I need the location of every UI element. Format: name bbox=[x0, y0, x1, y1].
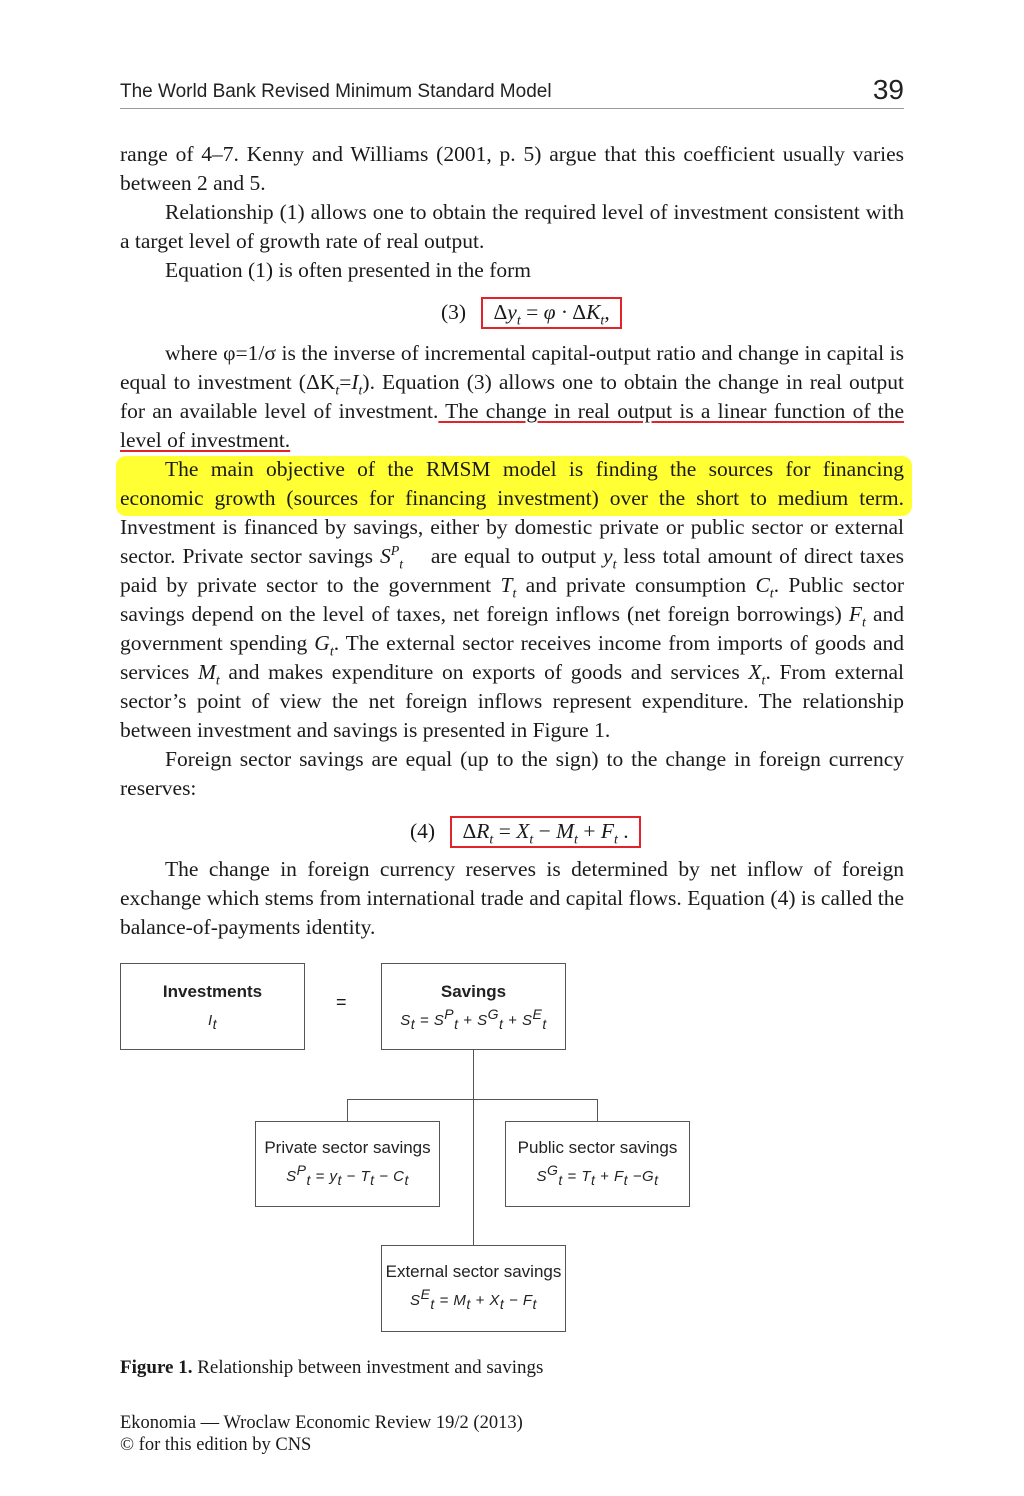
highlighted-sentence: The main objective of the RMSM model is finding the sources for financing economic growth (sources for financing investment) over the short to medium term. bbox=[120, 457, 904, 510]
footer-copyright: © for this edition by CNS bbox=[120, 1435, 312, 1455]
external-sector-formula: $S^E_t = M_t + X_t - F_t$ bbox=[410, 1286, 537, 1312]
public-sector-formula: $S^G_t = T_t + F_t -G_t$ bbox=[536, 1162, 659, 1188]
running-header bbox=[120, 72, 904, 109]
paragraph-2: Relationship (1) allows one to obtain the required level of investment consistent with a target level of growth rate of real output. bbox=[120, 200, 904, 253]
running-title: The World Bank Revised Minimum Standard Model bbox=[120, 81, 552, 102]
connector-right-drop bbox=[597, 1099, 598, 1121]
figure-caption bbox=[120, 1357, 543, 1379]
text-block-where bbox=[120, 339, 904, 455]
equation-4-number: (4) bbox=[410, 819, 436, 843]
investments-formula: $I_t$ bbox=[207, 1012, 218, 1032]
paragraph-5: The main objective of the RMSM model is finding the sources for financing economic growth (sources for financing investment) over the short to medium term. Investment is financed by savings, either by domestic private or public sector or external sector. Private sector savings $S^P_t$ are equal to output $y_t$ less total amount of direct taxes paid by private sector to the government $T_t$ and private consumption $C_t$. Public sector savings depend on the level of taxes, net foreign inflows (net foreign borrowings) $F_t$ and government spending $G_t$. The external sector receives income from imports of goods and services $M_t$ and makes expenditure on exports of goods and services $X_t$. From external sector’s point of view the net foreign inflows represent expenditure. The relationship between investment and savings is presented in Figure 1. bbox=[120, 457, 905, 742]
paragraph-6: Foreign sector savings are equal (up to the sign) to the change in foreign currency reserves: bbox=[120, 747, 904, 800]
figure-caption-text: Relationship between investment and savings bbox=[192, 1357, 544, 1378]
text-block-bottom bbox=[120, 855, 904, 942]
private-sector-formula: $S^P_t = y_t - T_t - C_t$ bbox=[286, 1162, 409, 1188]
connector-horizontal bbox=[347, 1099, 598, 1100]
public-sector-title: Public sector savings bbox=[517, 1138, 678, 1157]
underlined-sentence: The change in real output is a linear function of the level of investment. bbox=[120, 399, 904, 452]
text-block-top bbox=[120, 140, 904, 285]
equation-3 bbox=[441, 297, 622, 329]
equals-sign: = bbox=[336, 992, 347, 1012]
public-sector-box bbox=[505, 1121, 690, 1207]
private-sector-box bbox=[255, 1121, 440, 1207]
connector-vertical bbox=[473, 1050, 474, 1246]
investments-box bbox=[120, 963, 305, 1050]
paragraph-4-start: where φ=1/σ is the inverse of incremental capital-output ratio and change in capital is equal to investment (ΔK bbox=[120, 341, 904, 394]
paragraph-4: where φ=1/σ is the inverse of incremental capital-output ratio and change in capital is equal to investment $(\Delta K_t=I_t)$. Equation (3) allows one to obtain the change in real output for an available level of investment. The change in real output is a linear function of the level of investment. bbox=[120, 341, 904, 452]
equation-4 bbox=[410, 816, 641, 848]
equation-3-box: $\Delta y_t = \varphi \cdot \Delta K_t$, bbox=[481, 297, 621, 329]
footer-journal: Ekonomia — Wroclaw Economic Review 19/2 (2013) bbox=[120, 1413, 523, 1433]
external-sector-box bbox=[381, 1245, 566, 1332]
external-sector-title: External sector savings bbox=[385, 1262, 562, 1281]
paragraph-1: range of 4–7. Kenny and Williams (2001, p. 5) argue that this coefficient usually varies between 2 and 5. bbox=[120, 142, 904, 195]
page-number: 39 bbox=[872, 74, 904, 105]
investments-title: Investments bbox=[162, 982, 263, 1001]
equation-3-number: (3) bbox=[441, 300, 467, 324]
savings-box bbox=[381, 963, 566, 1050]
private-sector-title: Private sector savings bbox=[264, 1138, 431, 1157]
figure-label: Figure 1. bbox=[120, 1357, 193, 1378]
text-block-main bbox=[120, 455, 904, 803]
paragraph-3: Equation (1) is often presented in the form bbox=[165, 258, 531, 282]
page-footer bbox=[120, 1412, 523, 1456]
paragraph-7: The change in foreign currency reserves is determined by net inflow of foreign exchange which stems from international trade and capital flows. Equation (4) is called the balance-of-payments identity. bbox=[120, 857, 904, 939]
savings-title: Savings bbox=[440, 982, 507, 1001]
paragraph-4-middle: ). Equation (3) allows one to obtain the change in real output for an available level of investment. bbox=[120, 370, 904, 423]
equation-4-box: $\Delta R_t = X_t - M_t + F_t$ . bbox=[450, 816, 640, 848]
connector-left-drop bbox=[347, 1099, 348, 1121]
paragraph-5-rest: Investment is financed by savings, either by domestic private or public sector or external sector. bbox=[120, 515, 904, 568]
savings-formula: $S_t = S^P_t + S^G_t + S^E_t$ bbox=[400, 1006, 547, 1032]
